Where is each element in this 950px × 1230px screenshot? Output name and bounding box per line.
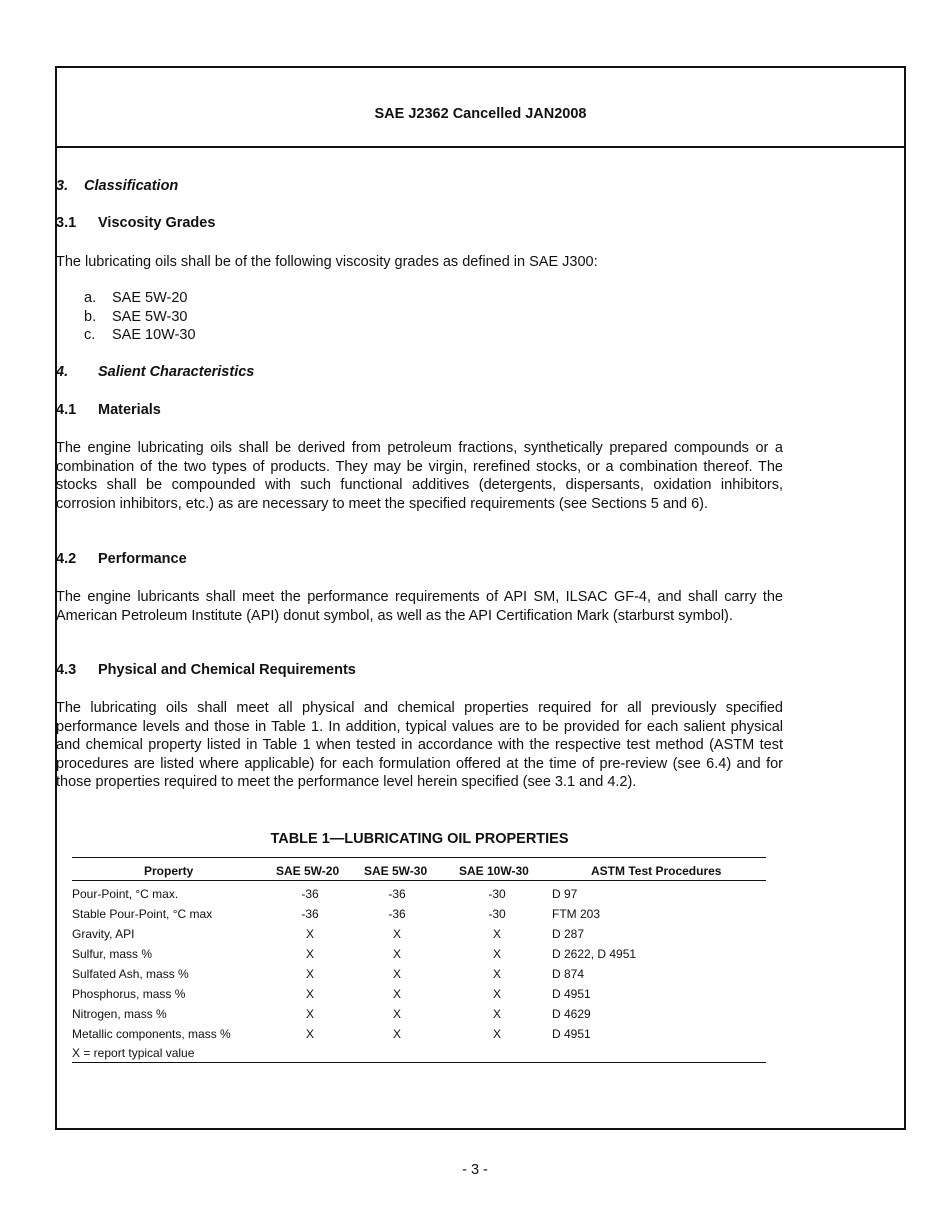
table-cell: -36 [388,887,406,901]
table-cell: D 4951 [552,987,591,1001]
table-cell: Gravity, API [72,927,135,941]
page-header [57,68,904,148]
table-bottom-rule [72,1062,766,1063]
table-cell: X [492,947,501,961]
section-heading-4-1: 4.1 Materials [56,402,161,418]
table-cell: -36 [301,907,319,921]
table-title: TABLE 1—LUBRICATING OIL PROPERTIES [270,831,569,847]
table-row [72,1007,766,1027]
table-row [72,947,766,967]
table-cell: Metallic components, mass % [72,1027,231,1041]
table-row [72,987,766,1007]
table-header-rule [72,880,766,881]
table-cell: FTM 203 [552,907,601,921]
table-row [72,907,766,927]
table-cell: Nitrogen, mass % [72,1007,167,1021]
table-cell: X [305,987,314,1001]
table-cell: D 4951 [552,1027,591,1041]
table-row [72,967,766,987]
table-cell: X [305,967,314,981]
table-cell: X [492,987,501,1001]
table-cell: X [392,1027,401,1041]
table-row [72,927,766,947]
column-header: SAE 10W-30 [459,864,529,878]
table-cell: X [492,967,501,981]
table-cell: Sulfated Ash, mass % [72,967,189,981]
column-header: ASTM Test Procedures [591,864,722,878]
table-cell: -30 [488,907,506,921]
table-cell: Sulfur, mass % [72,947,153,961]
table-cell: X [392,987,401,1001]
page-number: - 3 - [462,1162,488,1178]
table-cell: D 287 [552,927,585,941]
paragraph-4-1: The engine lubricating oils shall be derived from petroleum fractions, synthetically prepared compounds or a combination of the two types of products. They may be virgin, rerefined stocks, or a combination thereof. The stocks shall be compounded with such functional additives (detergents, dispersants, oxidation inhibitors, corrosion inhibitors, etc.) as are necessary to meet the specified requirements (see Sections 5 and 6). [56,440,783,512]
table-cell: -36 [388,907,406,921]
paragraph-4-2: The engine lubricants shall meet the performance requirements of API SM, ILSAC GF-4, and shall carry the American Petroleum Institute (API) donut symbol, as well as the API Certification Mark (starburst symbol). [56,589,783,624]
column-header: SAE 5W-20 [276,864,340,878]
column-header: SAE 5W-30 [364,864,428,878]
section-heading-4-2: 4.2 Performance [56,551,187,567]
table-cell: D 874 [552,967,585,981]
table-cell: D 4629 [552,1007,591,1021]
table-cell: X [392,1007,401,1021]
table-cell: X [305,1027,314,1041]
column-header: Property [144,864,194,878]
table-cell: -36 [301,887,319,901]
section-heading-4-3: 4.3 Physical and Chemical Requirements [56,662,356,678]
table-cell: X [305,947,314,961]
viscosity-grade-list [84,289,196,345]
table-cell: Stable Pour-Point, °C max [72,907,213,921]
table-cell: X [492,927,501,941]
table-cell: X [392,947,401,961]
list-item: a. SAE 5W-20 [84,290,188,306]
table-cell: X [305,927,314,941]
table-cell: Phosphorus, mass % [72,987,186,1001]
paragraph-4-3: The lubricating oils shall meet all physical and chemical properties required for all previously specified performance levels and those in Table 1. In addition, typical values are to be provided for each salient physical and chemical property listed in Table 1 when tested in accordance with the respective test method (ASTM test procedures are listed where applicable) for each formulation offered at the time of pre-review (see 6.4) and for those properties required to meet the performance level herein specified (see 3.1 and 4.2). [56,700,783,791]
table-cell: X [492,1027,501,1041]
table-cell: X [392,927,401,941]
table-row [72,887,766,907]
table-cell: Pour-Point, °C max. [72,887,179,901]
table-row [72,1027,766,1047]
table-cell: D 97 [552,887,578,901]
table-cell: -30 [488,887,506,901]
list-item: b. SAE 5W-30 [84,308,188,325]
section-heading-3-1: 3.1 Viscosity Grades [56,215,216,231]
section-heading-3: 3. Classification [56,178,179,194]
table-cell: D 2622, D 4951 [552,947,637,961]
list-item: c. SAE 10W-30 [84,327,196,344]
section-heading-4: 4. Salient Characteristics [56,364,255,380]
table-footnote: X = report typical value [72,1046,195,1060]
table-cell: X [492,1007,501,1021]
table-cell: X [305,1007,314,1021]
table-cell: X [392,967,401,981]
table-top-rule [72,857,766,858]
paragraph-3-1: The lubricating oils shall be of the following viscosity grades as defined in SAE J300: [56,254,598,270]
document-title: SAE J2362 Cancelled JAN2008 [374,106,587,122]
